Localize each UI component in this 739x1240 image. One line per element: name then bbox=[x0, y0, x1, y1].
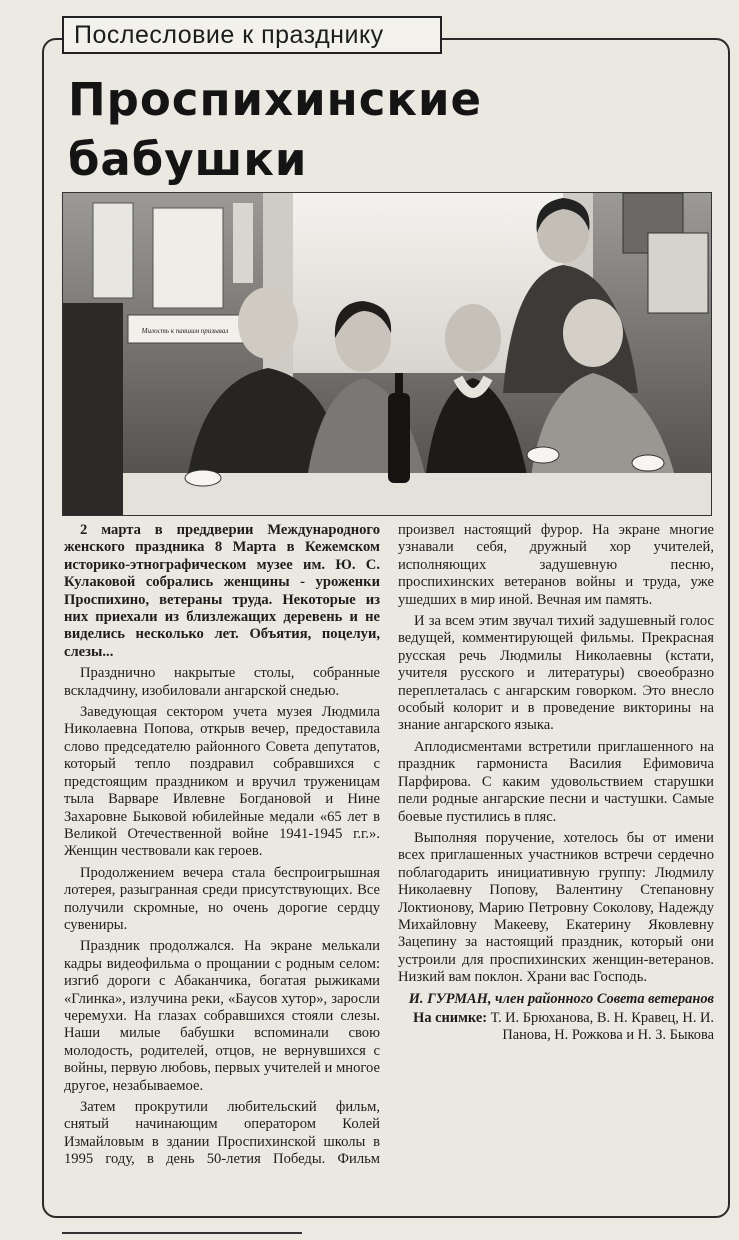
paragraph-8: Выполняя поручение, хотелось бы от имени всех приглашенных участников встречи сердечно поблагодарить инициативную группу: Людмилу Николаевну Попову, Валентину Степановну Локтионову, Марию Петровну Соколову, Надежду Михайловну Макееву, Екатерину Яковлевну Зацепину за настоящий праздник, который они устроили для проспихинских женщин-ветеранов. Низкий вам поклон. Храни вас Господь. bbox=[398, 829, 714, 986]
photo-caption bbox=[398, 1010, 714, 1045]
paragraph-6: И за всем этим звучал тихий задушевный голос ведущей, комментирующей фильмы. Прекрасная русская речь Людмилы Николаевны (кстати, учителя русского и литературы) своеобразно переплеталась с ангарским говорком. Это внесло особый колорит и в проведение викторины на знание ангарского языка. bbox=[398, 613, 714, 734]
paragraph-1: Празднично накрытые столы, собранные вскладчину, изобиловали ангарской снедью. bbox=[64, 665, 380, 699]
paragraph-2: Заведующая сектором учета музея Людмила Николаевна Попова, открыв вечер, предоставила слово председателю районного Совета депутатов, который тепло поздравил собравшихся с предстоящим праздником и вручил труженицам тыла Варваре Ивлевне Богдановой и Нине Захаровне Быковой юбилейные медали «65 лет в Великой Отечественной войне 1941-1945 г.г.». Женщин чествовали как героев. bbox=[64, 704, 380, 860]
author-name: И. ГУРМАН, bbox=[408, 990, 492, 1007]
lead-paragraph: 2 марта в преддверии Международного женского праздника 8 Марта в Кежемском историко-этнографическом музее им. Ю. С. Кулаковой собрались женщины - уроженки Проспихино, ветераны труда. Некоторые из них приехали из близлежащих деревень и не виделись несколько лет. Объятия, поцелуи, слезы... bbox=[64, 522, 380, 660]
caption-label: На снимке: bbox=[413, 1009, 487, 1026]
paragraph-4: Праздник продолжался. На экране мелькали кадры видеофильма о прощании с родным селом: изгиб дороги с Абаканчика, богатая рыжиками «Глинка», излучина реки, «Баусов хутор», заросли черемухи. На глазах собравшихся стояли слезы. Наши милые бабушки вспоминали свою молодость, родителей, отцов, не вернувшихся с войны, первую любовь, первых учителей и многое другое, незабываемое. bbox=[64, 938, 380, 1094]
section-rubric: Послесловие к празднику bbox=[62, 16, 442, 54]
paragraph-5: Затем прокрутили любительский фильм, снятый начинающим оператором Колей Измайловым в здании Проспихинской школы в 1995 году, в день 50-летия Победы. Фильм произвел настоящий фурор. На экране многие узнавали себя, дружный хор учителей, исполняющих задушевную песню, проспихинских ветеранов войны и труда, уже ушедших в мир иной. Вечная им память. bbox=[64, 522, 714, 1168]
headline-line-1: Проспихинские бабушки bbox=[68, 73, 483, 186]
author-title: член районного Совета ветеранов bbox=[495, 990, 714, 1007]
wall-sign-text: Милость к павшим призывал bbox=[141, 327, 229, 335]
wall-sign bbox=[128, 315, 243, 343]
article-body bbox=[64, 522, 714, 1182]
group-photo bbox=[62, 192, 712, 516]
caption-text: Т. И. Брюханова, В. Н. Кравец, Н. И. Панова, Н. Рожкова и Н. З. Быкова bbox=[490, 1009, 714, 1044]
bottom-rule bbox=[62, 1232, 302, 1234]
paragraph-3: Продолжением вечера стала беспроигрышная лотерея, разыгранная среди присутствующих. Все получили скромные, но очень дорогие сердцу сувениры. bbox=[64, 864, 380, 933]
paragraph-7: Аплодисментами встретили приглашенного на праздник гармониста Василия Ефимовича Парфирова. С каким удовольствием старушки пели родные ангарские песни и частушки. Самые боевые пустились в пляс. bbox=[398, 738, 714, 825]
author-signature bbox=[398, 991, 714, 1008]
